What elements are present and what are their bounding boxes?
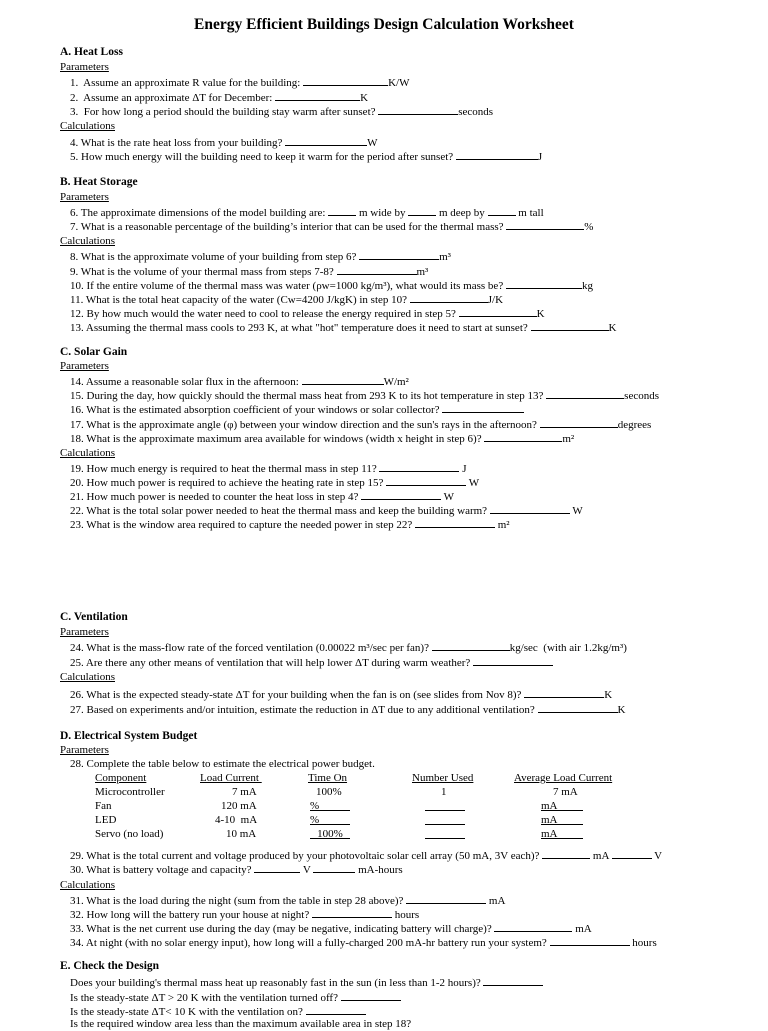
cell: 120 mA xyxy=(221,800,257,812)
answer-blank[interactable] xyxy=(328,205,356,216)
question-33: 33. What is the net current use during the day (may be negative, indicating battery will charge)? mA xyxy=(70,923,592,935)
subheading-calculations: Calculations xyxy=(60,447,115,459)
answer-blank[interactable] xyxy=(359,249,439,260)
cell: 10 mA xyxy=(226,828,257,840)
answer-blank[interactable] xyxy=(484,431,562,442)
answer-blank[interactable] xyxy=(456,149,538,160)
question-27: 27. Based on experiments and/or intuition, estimate the reduction in ΔT due to any additional ventilation? K xyxy=(70,704,626,716)
question-18: 18. What is the approximate maximum area available for windows (width x height in step 6)? m² xyxy=(70,433,575,445)
answer-blank[interactable] xyxy=(506,219,584,230)
answer-blank[interactable] xyxy=(408,205,436,216)
check-question-3: Is the steady-state ΔT< 10 K with the ventilation on? xyxy=(70,1004,366,1019)
subheading-calculations: Calculations xyxy=(60,671,115,683)
question-14: 14. Assume a reasonable solar flux in the afternoon: W/m² xyxy=(70,376,409,388)
answer-blank[interactable] xyxy=(473,655,553,666)
page-title: Energy Efficient Buildings Design Calculation Worksheet xyxy=(194,16,574,33)
answer-blank[interactable] xyxy=(406,893,486,904)
cell: LED xyxy=(95,814,117,826)
question-22: 22. What is the total solar power needed to heat the thermal mass and keep the building warm? W xyxy=(70,505,583,517)
answer-blank[interactable] xyxy=(494,921,572,932)
answer-blank[interactable] xyxy=(341,990,401,1001)
cell: mA xyxy=(541,814,558,826)
question-12: 12. By how much would the water need to cool to release the energy required in step 5? K xyxy=(70,308,545,320)
table-row xyxy=(0,828,768,841)
section-heading-check-design: E. Check the Design xyxy=(60,960,160,972)
answer-blank[interactable] xyxy=(612,848,652,859)
cell: 4-10 mA xyxy=(215,814,258,826)
answer-blank[interactable] xyxy=(425,814,465,825)
check-question-4: Is the required window area less than the maximum available area in step 18? xyxy=(70,1018,412,1030)
check-question-2: Is the steady-state ΔT > 20 K with the ventilation turned off? xyxy=(70,990,401,1005)
question-21: 21. How much power is needed to counter the heat loss in step 4? W xyxy=(70,491,455,503)
question-28: 28. Complete the table below to estimate the electrical power budget. xyxy=(70,758,375,770)
subheading-parameters: Parameters xyxy=(60,626,109,638)
subheading-calculations: Calculations xyxy=(60,235,115,247)
question-34: 34. At night (with no solar energy input), how long will a fully-charged 200 mA-hr battery run your system? hours xyxy=(70,937,657,949)
question-2: 2. Assume an approximate ΔT for December: K xyxy=(70,92,369,104)
section-heading-electrical: D. Electrical System Budget xyxy=(60,730,198,742)
answer-blank[interactable] xyxy=(306,1004,366,1015)
answer-blank[interactable] xyxy=(546,388,624,399)
table-header: Component xyxy=(95,772,147,784)
section-heading-heat-storage: B. Heat Storage xyxy=(60,176,138,188)
answer-blank[interactable] xyxy=(415,517,495,528)
cell: Fan xyxy=(95,800,112,812)
table-row xyxy=(0,814,768,827)
cell: % xyxy=(310,800,320,812)
answer-blank[interactable] xyxy=(425,800,465,811)
cell: 7 mA xyxy=(553,786,578,798)
answer-blank[interactable] xyxy=(425,828,465,839)
question-17: 17. What is the approximate angle (φ) between your window direction and the sun's rays in the afternoon? degrees xyxy=(70,419,652,431)
time-on-cell: 100% xyxy=(310,828,350,839)
subheading-parameters: Parameters xyxy=(60,191,109,203)
answer-blank[interactable] xyxy=(506,278,582,289)
question-29: 29. What is the total current and voltage produced by your photovoltaic solar cell array (50 mA, 3V each)? mA V xyxy=(70,850,663,862)
subheading-parameters: Parameters xyxy=(60,61,109,73)
answer-blank[interactable] xyxy=(285,135,367,146)
answer-blank[interactable] xyxy=(379,461,459,472)
table-header: Time On xyxy=(308,772,348,784)
answer-blank[interactable] xyxy=(432,640,510,651)
answer-blank[interactable] xyxy=(550,935,630,946)
question-16: 16. What is the estimated absorption coefficient of your windows or solar collector? xyxy=(70,402,524,417)
question-26: 26. What is the expected steady-state ΔT for your building when the fan is on (see slides from Nov 8)? K xyxy=(70,689,613,701)
subheading-parameters: Parameters xyxy=(60,744,109,756)
question-25: 25. Are there any other means of ventilation that will help lower ΔT during warm weather? xyxy=(70,655,553,670)
check-question-1: Does your building's thermal mass heat up reasonably fast in the sun (in less than 1-2 hours)? xyxy=(70,975,543,990)
answer-blank[interactable] xyxy=(378,104,458,115)
answer-blank[interactable] xyxy=(542,848,590,859)
cell: % xyxy=(310,814,320,826)
question-32: 32. How long will the battery run your house at night? hours xyxy=(70,909,420,921)
cell: mA xyxy=(541,828,558,840)
question-4: 4. What is the rate heat loss from your building? W xyxy=(70,137,378,149)
question-13: 13. Assuming the thermal mass cools to 293 K, at what "hot" temperature does it need to start at sunset? K xyxy=(70,322,617,334)
answer-blank[interactable] xyxy=(483,975,543,986)
cell: Microcontroller xyxy=(95,786,165,798)
answer-blank[interactable] xyxy=(540,417,618,428)
answer-blank[interactable] xyxy=(538,702,618,713)
answer-blank[interactable] xyxy=(254,862,300,873)
answer-blank[interactable] xyxy=(442,402,524,413)
answer-blank[interactable] xyxy=(490,503,570,514)
cell: 1 xyxy=(441,786,447,798)
answer-blank[interactable] xyxy=(313,862,355,873)
answer-blank[interactable] xyxy=(386,475,466,486)
question-19: 19. How much energy is required to heat the thermal mass in step 11? J xyxy=(70,463,467,475)
cell: 7 mA xyxy=(232,786,257,798)
answer-blank[interactable] xyxy=(531,320,609,331)
answer-blank[interactable] xyxy=(302,374,384,385)
table-header: Number Used xyxy=(412,772,474,784)
table-row xyxy=(0,786,768,799)
section-heading-solar-gain: C. Solar Gain xyxy=(60,346,128,358)
answer-blank[interactable] xyxy=(488,205,516,216)
question-20: 20. How much power is required to achieve the heating rate in step 15? W xyxy=(70,477,480,489)
subheading-calculations: Calculations xyxy=(60,120,115,132)
answer-blank[interactable] xyxy=(361,489,441,500)
question-3: 3. For how long a period should the building stay warm after sunset? seconds xyxy=(70,106,494,118)
question-9: 9. What is the volume of your thermal mass from steps 7-8? m³ xyxy=(70,266,429,278)
table-header: Average Load Current xyxy=(514,772,613,784)
answer-blank[interactable] xyxy=(410,292,488,303)
answer-blank[interactable] xyxy=(524,687,604,698)
subheading-parameters: Parameters xyxy=(60,360,109,372)
answer-blank[interactable] xyxy=(303,75,388,86)
question-15: 15. During the day, how quickly should the thermal mass heat from 293 K to its hot temperature in step 13? seconds xyxy=(70,390,659,402)
question-7: 7. What is a reasonable percentage of the building’s interior that can be used for the thermal mass? % xyxy=(70,221,594,233)
question-5: 5. How much energy will the building need to keep it warm for the period after sunset? J xyxy=(70,151,543,163)
question-23: 23. What is the window area required to capture the needed power in step 22? m² xyxy=(70,519,510,531)
question-30: 30. What is battery voltage and capacity? V mA-hours xyxy=(70,864,403,876)
question-10: 10. If the entire volume of the thermal mass was water (ρw=1000 kg/m³), what would its mass be? kg xyxy=(70,280,593,292)
answer-blank[interactable] xyxy=(337,264,417,275)
table-header: Load Current xyxy=(200,772,262,784)
table-header-row xyxy=(0,772,768,785)
question-31: 31. What is the load during the night (sum from the table in step 28 above)? mA xyxy=(70,895,506,907)
subheading-calculations: Calculations xyxy=(60,879,115,891)
answer-blank[interactable] xyxy=(312,907,392,918)
cell: Servo (no load) xyxy=(95,828,164,840)
answer-blank[interactable] xyxy=(275,90,360,101)
question-24: 24. What is the mass-flow rate of the forced ventilation (0.00022 m³/sec per fan)? kg/sec (with air 1.2kg/m³) xyxy=(70,642,627,654)
question-11: 11. What is the total heat capacity of the water (Cw=4200 J/kgK) in step 10? J/K xyxy=(70,294,504,306)
question-8: 8. What is the approximate volume of your building from step 6? m³ xyxy=(70,251,451,263)
section-heading-heat-loss: A. Heat Loss xyxy=(60,46,123,58)
question-1: 1. Assume an approximate R value for the building: K/W xyxy=(70,77,410,89)
section-heading-ventilation: C. Ventilation xyxy=(60,611,128,623)
answer-blank[interactable] xyxy=(459,306,537,317)
table-row xyxy=(0,800,768,813)
cell: mA xyxy=(541,800,558,812)
question-6: 6. The approximate dimensions of the model building are: m wide by m deep by m tall xyxy=(70,207,544,219)
cell: 100% xyxy=(316,786,342,798)
